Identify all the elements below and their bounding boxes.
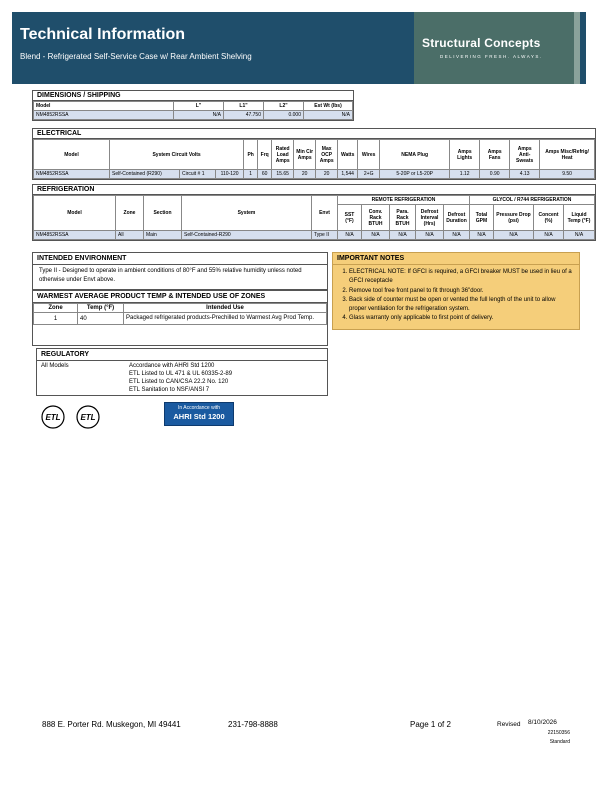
regulatory-title: REGULATORY <box>37 349 327 361</box>
ref-zone: All <box>116 231 144 240</box>
ref-header-envt: Envt <box>312 196 338 231</box>
regulatory-line: ETL Sanitation to NSF/ANSI 7 <box>129 387 210 394</box>
elec-nema: 5-20P or L5-20P <box>380 170 450 179</box>
environment-title: INTENDED ENVIRONMENT <box>33 253 327 265</box>
dim-header-weight: Est Wt (lbs) <box>304 102 353 111</box>
footer-doc-number: 22150356 <box>547 730 570 736</box>
ref-system: Self-Contained-R290 <box>182 231 312 240</box>
ref-para: N/A <box>390 231 416 240</box>
warm-use: Packaged refrigerated products-Prechilled to Warmest Avg Prod Temp. <box>124 313 327 325</box>
list-item: 2. Remove tool free front panel to fit through 36"door. <box>349 287 573 296</box>
elec-frq: 60 <box>258 170 272 179</box>
footer-address: 888 E. Porter Rd. Muskegon, MI 49441 <box>42 720 181 729</box>
dim-header-model: Model <box>34 102 174 111</box>
environment-section <box>32 252 328 290</box>
logo-tagline: DELIVERING FRESH. ALWAYS. <box>440 54 543 59</box>
elec-header-volts: System Circuit Volts <box>110 140 244 170</box>
list-item: 3. Back side of counter must be open or vented the full length of the unit to allow proper ventilation for the refrigeration system. <box>349 296 573 315</box>
ref-concent: N/A <box>534 231 564 240</box>
ref-header-zone: Zone <box>116 196 144 231</box>
elec-rla: 15.65 <box>272 170 294 179</box>
dim-header-l: L" <box>174 102 224 111</box>
elec-lights: 1.12 <box>450 170 480 179</box>
elec-header-model: Model <box>34 140 110 170</box>
page-title: Technical Information <box>20 26 186 43</box>
electrical-table <box>33 139 595 179</box>
logo-stripe <box>574 12 580 84</box>
elec-header-rla: Rated Load Amps <box>272 140 294 170</box>
electrical-title: ELECTRICAL <box>33 129 595 139</box>
elec-circuit: Circuit # 1 <box>180 170 216 179</box>
regulatory-section <box>36 348 328 396</box>
environment-text: Type II - Designed to operate in ambient conditions of 80°F and 55% relative humidity unless noted otherwise under Envt above. <box>39 268 302 283</box>
warmest-title: WARMEST AVERAGE PRODUCT TEMP & INTENDED USE OF ZONES <box>33 291 327 303</box>
etl-text-1: ETL <box>45 413 61 422</box>
elec-volts: 110-120 <box>216 170 244 179</box>
ref-sst: N/A <box>338 231 362 240</box>
elec-wires: 2+G <box>358 170 380 179</box>
header-banner <box>12 12 586 84</box>
elec-header-fans: Amps Fans <box>480 140 510 170</box>
warm-header-use: Intended Use <box>124 304 327 313</box>
regulatory-line: ETL Listed to UL 471 & UL 60335-2-89 <box>129 371 233 378</box>
elec-misc: 9.50 <box>540 170 595 179</box>
elec-mca: 20 <box>294 170 316 179</box>
regulatory-label: All Models <box>41 363 69 369</box>
etl-text-2: ETL <box>80 413 96 422</box>
dim-weight: N/A <box>304 111 353 120</box>
refrigeration-section <box>32 184 596 241</box>
dim-l1: 47.750 <box>224 111 264 120</box>
ref-defrost-int: N/A <box>416 231 444 240</box>
ahri-top: In Accordance with <box>178 405 220 411</box>
elec-ph: 1 <box>244 170 258 179</box>
ahri-badge <box>164 402 234 426</box>
ahri-main: AHRI Std 1200 <box>173 412 225 421</box>
ref-group-glycol: GLYCOL / R744 REFRIGERATION <box>470 196 595 205</box>
notes-title: IMPORTANT NOTES <box>333 253 579 265</box>
elec-header-frq: Frq <box>258 140 272 170</box>
elec-header-ph: Ph <box>244 140 258 170</box>
ref-header-gpm: Total GPM <box>470 205 494 231</box>
ref-envt: Type II <box>312 231 338 240</box>
dim-model: NM4852RSSA <box>34 111 174 120</box>
ref-group-remote: REMOTE REFRIGERATION <box>338 196 470 205</box>
warm-header-zone: Zone <box>34 304 78 313</box>
etl-listed-icon <box>42 406 64 428</box>
warm-header-temp: Temp (°F) <box>78 304 124 313</box>
ref-header-pressure: Pressure Drop (psi) <box>494 205 534 231</box>
dimensions-title: DIMENSIONS / SHIPPING <box>33 91 353 101</box>
elec-fans: 0.90 <box>480 170 510 179</box>
list-item: 1. ELECTRICAL NOTE: If GFCI is required, a GFCI breaker MUST be used in lieu of a GFCI receptacle <box>349 268 573 287</box>
elec-system: Self-Contained (R290) <box>110 170 180 179</box>
ref-header-defrost-int: Defrost Interval (Hrs) <box>416 205 444 231</box>
notes-list <box>333 265 579 324</box>
regulatory-line: ETL Listed to CAN/CSA 22.2 No. 120 <box>129 379 229 386</box>
elec-header-mocp: Max OCP Amps <box>316 140 338 170</box>
ref-header-para: Para. Rack BTUH <box>390 205 416 231</box>
elec-mocp: 20 <box>316 170 338 179</box>
list-item: 4. Glass warranty only applicable to first point of delivery. <box>349 314 573 323</box>
ref-gpm: N/A <box>470 231 494 240</box>
elec-header-wires: Wires <box>358 140 380 170</box>
regulatory-line: Accordance with AHRI Std 1200 <box>129 363 215 369</box>
ref-header-system: System <box>182 196 312 231</box>
ref-pressure: N/A <box>494 231 534 240</box>
footer-revised-date: 8/10/2026 <box>528 719 557 726</box>
ref-header-defrost-dur: Defrost Duration <box>444 205 470 231</box>
elec-header-mca: Min Cir Amps <box>294 140 316 170</box>
warm-temp: 40 <box>78 313 124 325</box>
ref-defrost-dur: N/A <box>444 231 470 240</box>
dim-header-l2: L2" <box>264 102 304 111</box>
ref-header-sst: SST (°F) <box>338 205 362 231</box>
elec-watts: 1,544 <box>338 170 358 179</box>
warmest-table <box>33 303 327 325</box>
elec-antisweat: 4.13 <box>510 170 540 179</box>
ref-header-liquid: Liquid Temp (°F) <box>564 205 595 231</box>
electrical-section <box>32 128 596 180</box>
dimensions-section <box>32 90 354 121</box>
footer-phone: 231-798-8888 <box>228 720 278 729</box>
ref-header-conv: Conv. Rack BTUH <box>362 205 390 231</box>
footer-page: Page 1 of 2 <box>410 720 451 729</box>
ref-conv: N/A <box>362 231 390 240</box>
ref-liquid: N/A <box>564 231 595 240</box>
footer-doc-type: Standard <box>549 739 570 745</box>
warm-zone: 1 <box>34 313 78 325</box>
ref-header-model: Model <box>34 196 116 231</box>
elec-header-misc: Amps Misc/Refrig/ Heat <box>540 140 595 170</box>
ref-model: NM4852RSSA <box>34 231 116 240</box>
etl-sanitation-icon <box>77 406 99 428</box>
table-row <box>34 170 595 179</box>
etl-badges <box>40 404 104 430</box>
footer-revised-label: Revised <box>497 721 521 728</box>
table-row <box>34 111 353 120</box>
elec-header-lights: Amps Lights <box>450 140 480 170</box>
ref-header-concent: Concent (%) <box>534 205 564 231</box>
table-row <box>34 313 327 325</box>
elec-header-nema: NEMA Plug <box>380 140 450 170</box>
dim-l: N/A <box>174 111 224 120</box>
table-row <box>34 231 595 240</box>
elec-header-antisweat: Amps Anti-Sweats <box>510 140 540 170</box>
logo-name: Structural Concepts <box>422 36 541 50</box>
elec-model: NM4852RSSA <box>34 170 110 179</box>
dim-l2: 0.000 <box>264 111 304 120</box>
dimensions-table <box>33 101 353 120</box>
dim-header-l1: L1" <box>224 102 264 111</box>
refrigeration-table <box>33 195 595 240</box>
warmest-section <box>32 290 328 346</box>
important-notes <box>332 252 580 330</box>
elec-header-watts: Watts <box>338 140 358 170</box>
ref-header-section: Section <box>144 196 182 231</box>
logo <box>414 12 580 84</box>
ref-section: Main <box>144 231 182 240</box>
refrigeration-title: REFRIGERATION <box>33 185 595 195</box>
page-subtitle: Blend - Refrigerated Self-Service Case w/ Rear Ambient Shelving <box>20 52 252 61</box>
regulatory-lines <box>129 362 232 394</box>
